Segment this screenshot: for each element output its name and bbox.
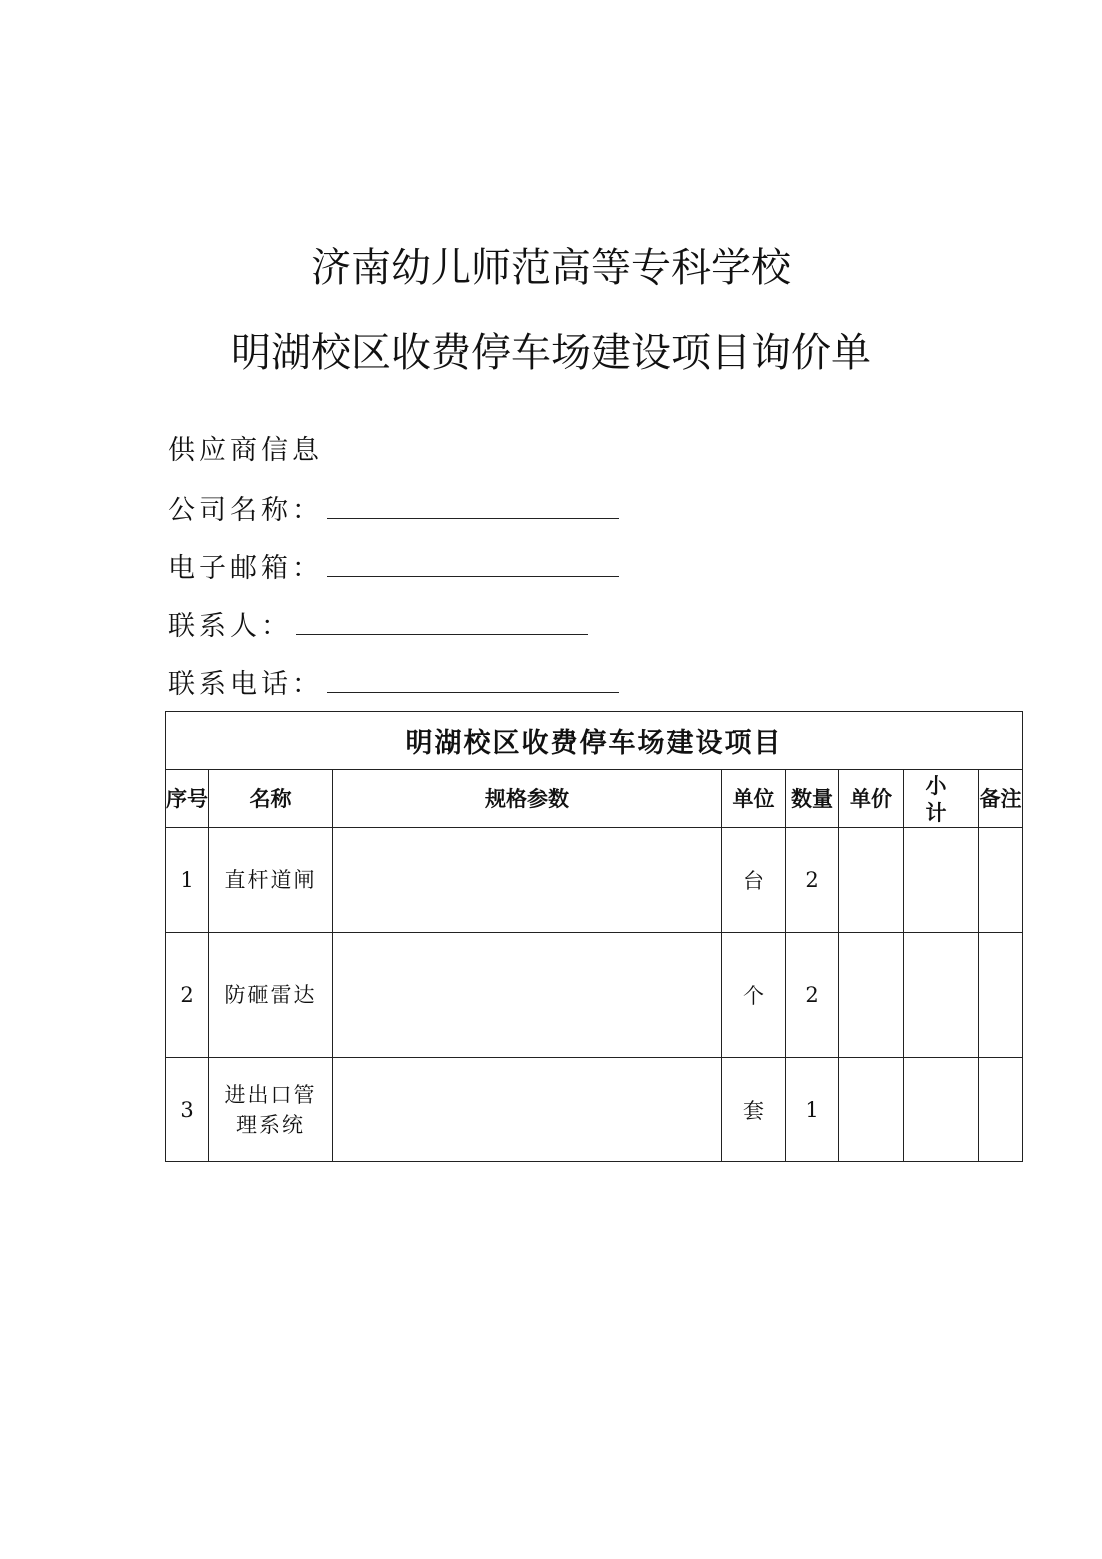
document-title: 济南幼儿师范高等专科学校 (311, 245, 791, 291)
supplier-info-heading: 供应商信息 (168, 435, 323, 466)
header-unit: 单位 (722, 770, 786, 828)
header-subtotal: 小 计 (904, 770, 979, 828)
header-qty: 数量 (786, 770, 839, 828)
cell-spec (333, 1058, 722, 1162)
cell-name: 防砸雷达 (209, 933, 333, 1058)
cell-spec (333, 828, 722, 933)
cell-subtotal (904, 1058, 979, 1162)
cell-unit: 套 (722, 1058, 786, 1162)
contact-phone-label: 联系电话： (168, 669, 323, 700)
cell-remark (979, 828, 1023, 933)
company-name-blank (327, 492, 619, 519)
cell-qty: 2 (786, 933, 839, 1058)
cell-remark (979, 933, 1023, 1058)
quote-table (165, 711, 1023, 1162)
cell-unit: 台 (722, 828, 786, 933)
cell-name: 直杆道闸 (209, 828, 333, 933)
cell-seq: 2 (166, 933, 209, 1058)
contact-phone-field (168, 666, 619, 702)
contact-person-label: 联系人： (168, 611, 292, 642)
table-row (166, 1058, 1023, 1162)
table-row (166, 828, 1023, 933)
email-label: 电子邮箱： (168, 553, 323, 584)
cell-subtotal (904, 828, 979, 933)
table-caption: 明湖校区收费停车场建设项目 (166, 712, 1023, 770)
company-name-label: 公司名称： (168, 495, 323, 526)
cell-subtotal (904, 933, 979, 1058)
email-blank (327, 550, 619, 577)
table-header-row (166, 770, 1023, 828)
cell-name: 进出口管理系统 (209, 1058, 333, 1162)
cell-qty: 1 (786, 1058, 839, 1162)
header-remark: 备注 (979, 770, 1023, 828)
cell-price (839, 933, 904, 1058)
header-name: 名称 (209, 770, 333, 828)
contact-phone-blank (327, 666, 619, 693)
cell-qty: 2 (786, 828, 839, 933)
contact-person-blank (296, 608, 588, 635)
contact-person-field (168, 608, 588, 644)
table-row (166, 933, 1023, 1058)
cell-spec (333, 933, 722, 1058)
cell-price (839, 1058, 904, 1162)
document-subtitle: 明湖校区收费停车场建设项目询价单 (231, 330, 871, 376)
cell-price (839, 828, 904, 933)
header-spec: 规格参数 (333, 770, 722, 828)
cell-remark (979, 1058, 1023, 1162)
cell-unit: 个 (722, 933, 786, 1058)
email-field (168, 550, 619, 586)
company-name-field (168, 492, 619, 528)
cell-seq: 1 (166, 828, 209, 933)
header-price: 单价 (839, 770, 904, 828)
header-seq: 序号 (166, 770, 209, 828)
cell-seq: 3 (166, 1058, 209, 1162)
